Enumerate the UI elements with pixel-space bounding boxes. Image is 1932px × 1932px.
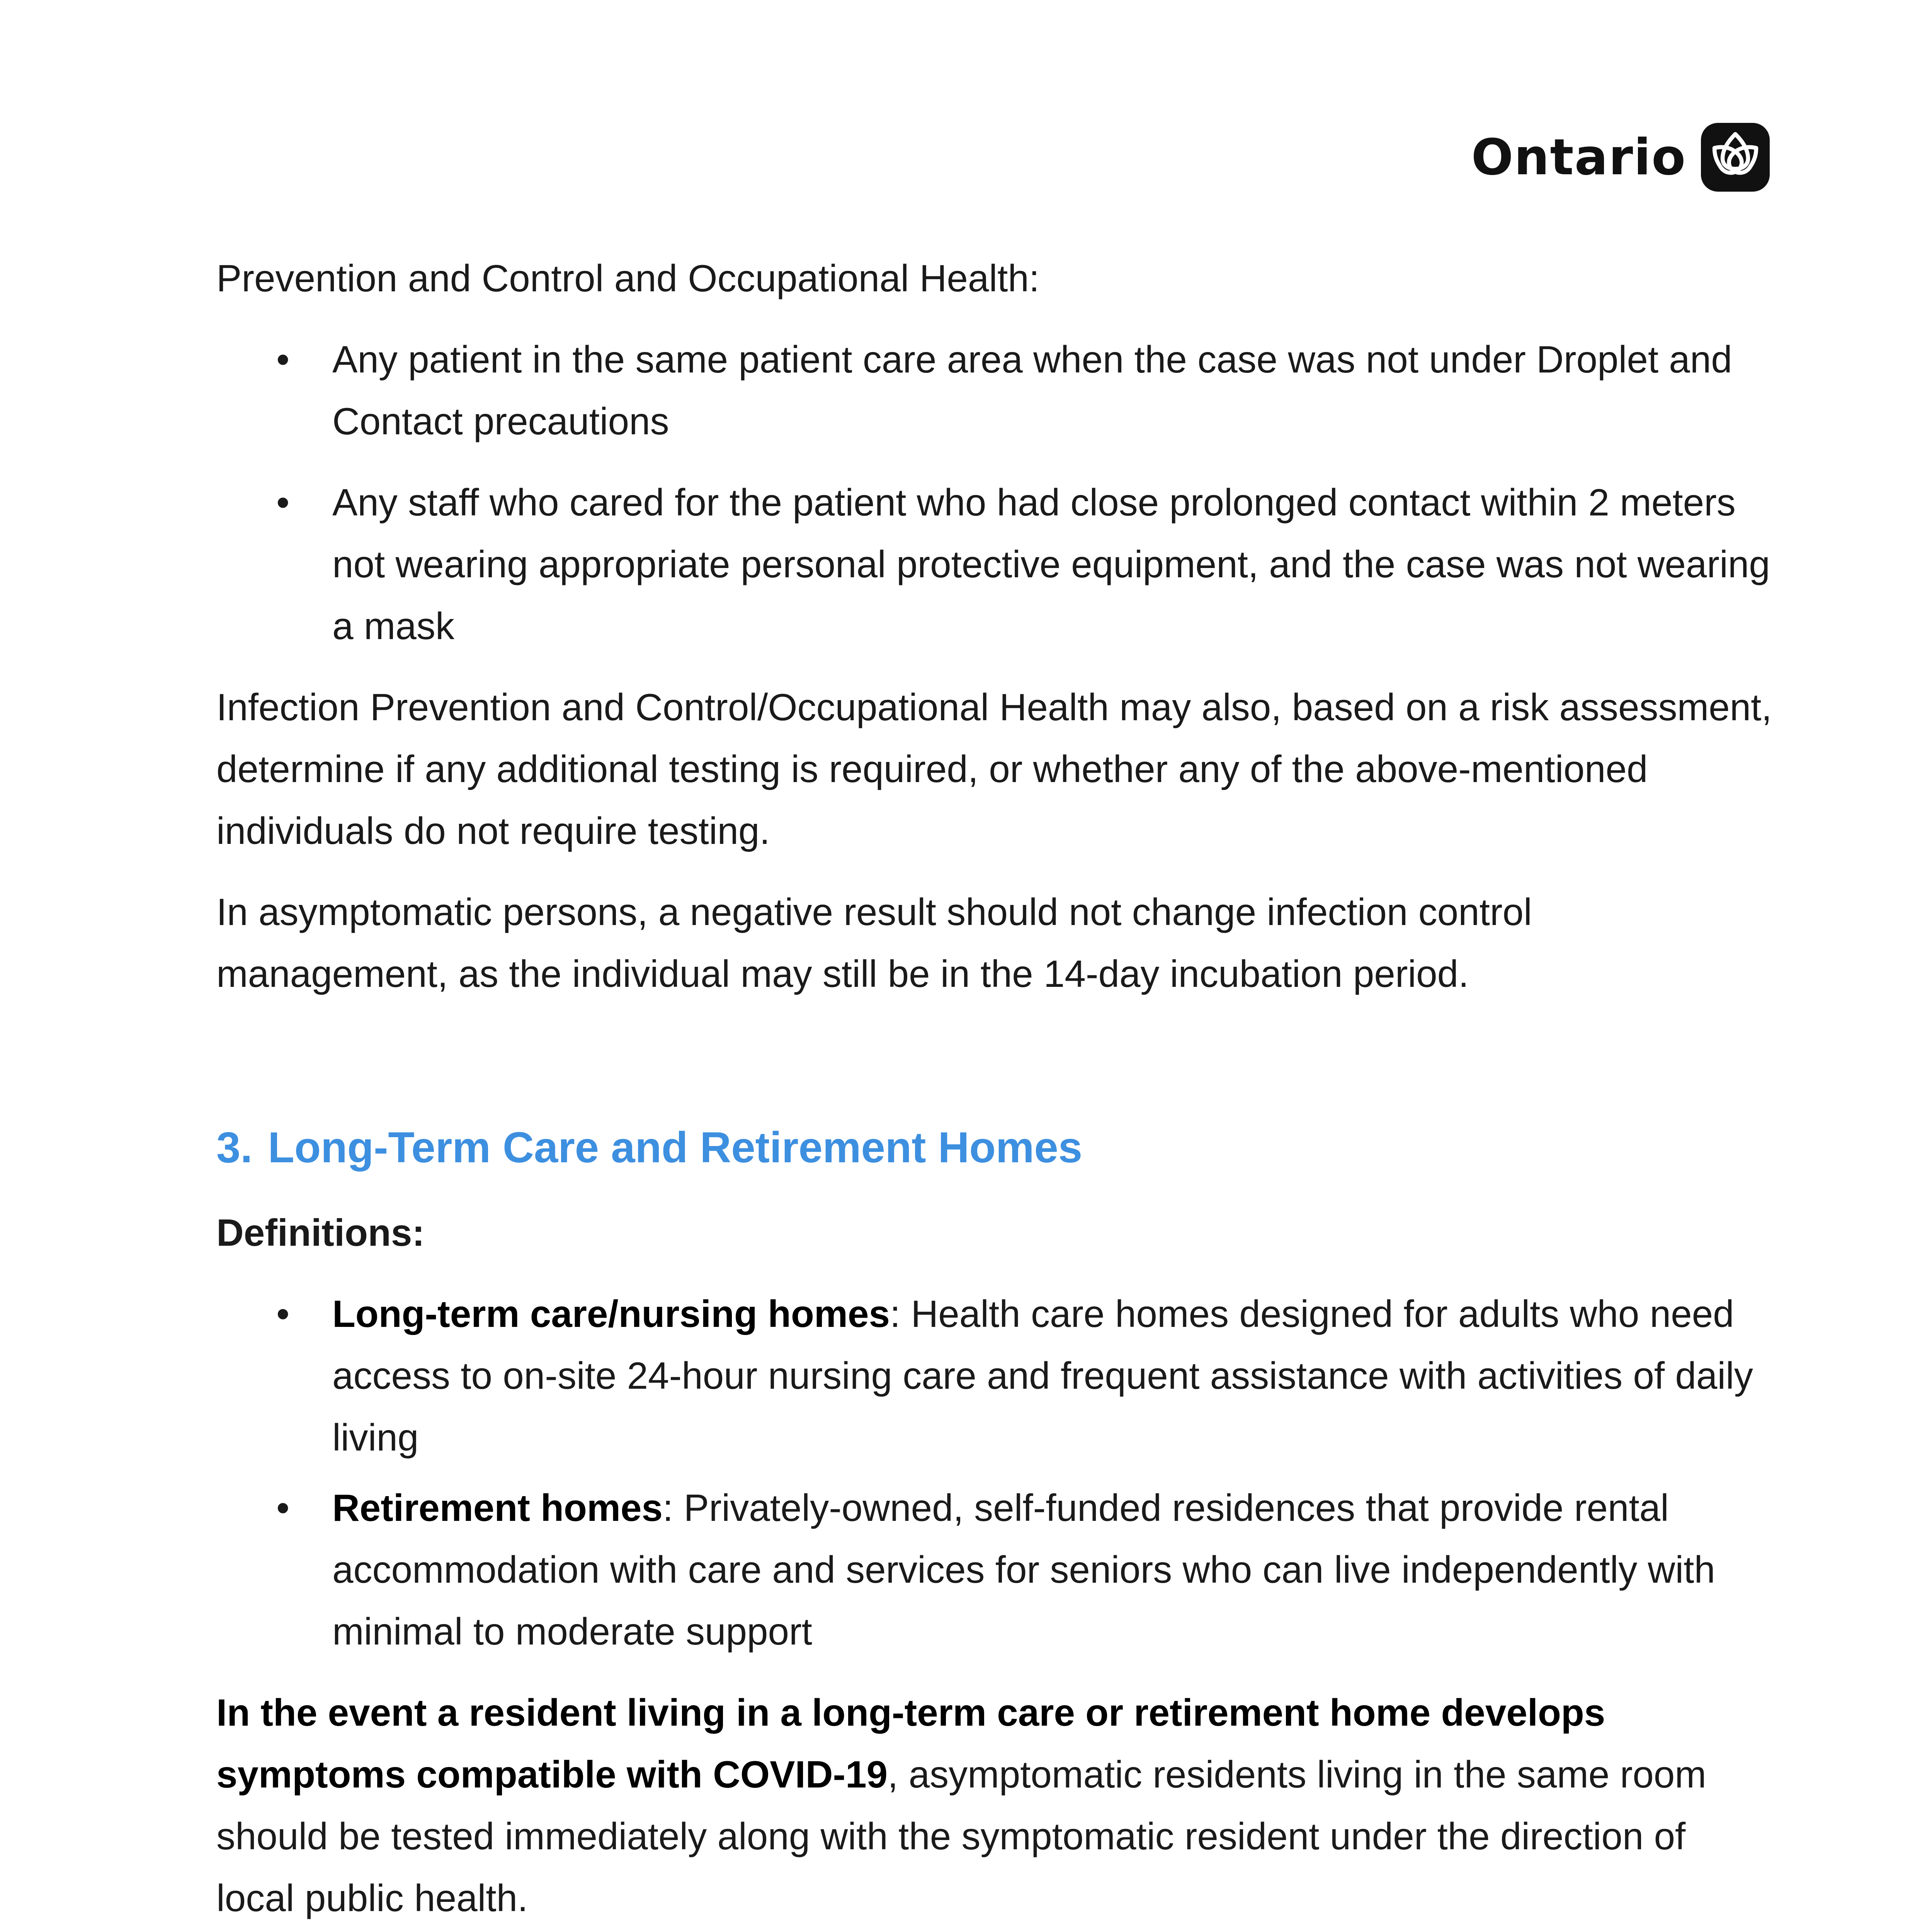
bullet-icon: • bbox=[276, 1293, 290, 1335]
bullet-icon: • bbox=[276, 338, 290, 381]
page-content bbox=[216, 247, 1774, 1932]
bullet-icon: • bbox=[276, 1486, 290, 1529]
definition-term: Retirement homes bbox=[332, 1486, 663, 1529]
event-text: , asymptomatic residents living in the same room should be tested immediately along with the symptomatic resident under the direction of local public health. bbox=[216, 1753, 1706, 1919]
definitions-list bbox=[216, 1283, 1774, 1662]
section-heading bbox=[216, 1117, 1774, 1179]
event-paragraph bbox=[216, 1682, 1774, 1929]
trillium-icon bbox=[1701, 123, 1770, 192]
event-bold-text: In the event a resident living in a long-term care or retirement home develops symptoms compatible with COVID-19 bbox=[216, 1691, 1605, 1796]
list-item-text: Any staff who cared for the patient who had close prolonged contact within 2 meters not wearing appropriate personal protective equipment, and the case was not wearing a mask bbox=[332, 481, 1770, 647]
definition-text: : Health care homes designed for adults who need access to on-site 24-hour nursing care and frequent assistance with activities of daily living bbox=[332, 1293, 1753, 1459]
definition-item bbox=[216, 1477, 1774, 1662]
ontario-logo bbox=[1471, 123, 1770, 192]
list-item-text: Any patient in the same patient care area when the case was not under Droplet and Contact precautions bbox=[332, 338, 1732, 442]
logo-text: Ontario bbox=[1471, 128, 1686, 186]
definition-term: Long-term care/nursing homes bbox=[332, 1293, 890, 1335]
intro-fragment: Prevention and Control and Occupational Health: bbox=[216, 257, 1040, 299]
list-item bbox=[216, 471, 1774, 657]
contact-list bbox=[216, 328, 1774, 657]
list-item bbox=[216, 328, 1774, 452]
definitions-label: Definitions: bbox=[216, 1211, 425, 1254]
section-number: 3. bbox=[216, 1123, 253, 1172]
definition-text: : Privately-owned, self-funded residences that provide rental accommodation with care and services for seniors who can live independently with minimal to moderate support bbox=[332, 1486, 1715, 1653]
definition-item bbox=[216, 1283, 1774, 1468]
bullet-icon: • bbox=[276, 481, 290, 524]
section-title: Long-Term Care and Retirement Homes bbox=[268, 1123, 1083, 1172]
ipac-paragraph: Infection Prevention and Control/Occupational Health may also, based on a risk assessment, determine if any additional testing is required, or whether any of the above-mentioned individuals do not require testing. bbox=[216, 686, 1772, 852]
asymptomatic-paragraph: In asymptomatic persons, a negative result should not change infection control management, as the individual may still be in the 14-day incubation period. bbox=[216, 891, 1532, 995]
